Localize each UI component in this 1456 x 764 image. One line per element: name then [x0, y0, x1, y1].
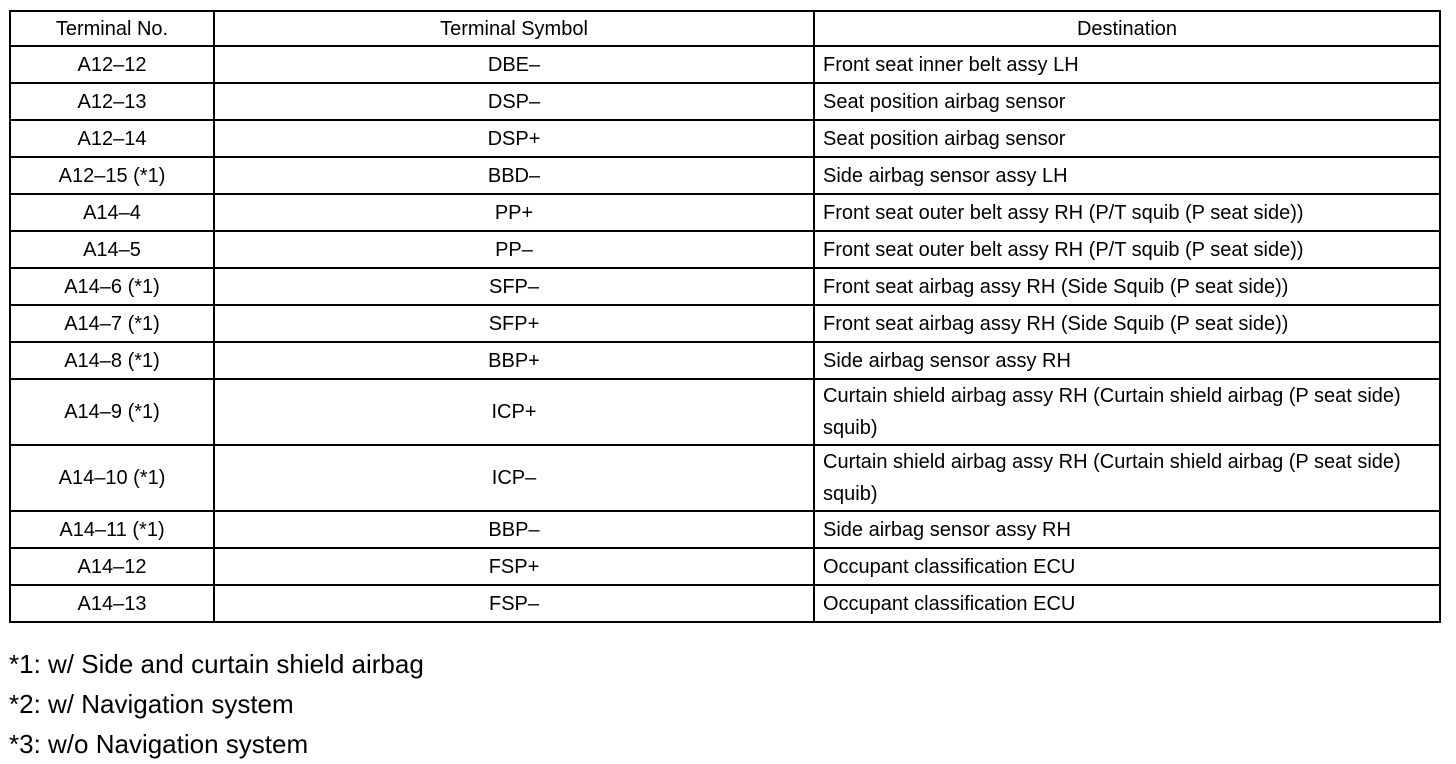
destination-cell: Front seat inner belt assy LH [814, 46, 1440, 83]
terminal-symbol-cell: BBP+ [214, 342, 814, 379]
terminal-symbol-cell: PP+ [214, 194, 814, 231]
table-row [10, 379, 1440, 445]
terminal-symbol-cell: SFP– [214, 268, 814, 305]
destination-cell: Front seat outer belt assy RH (P/T squib (P seat side)) [814, 194, 1440, 231]
terminal-symbol-cell: BBD– [214, 157, 814, 194]
table-row [10, 46, 1440, 83]
terminal-symbol-cell: FSP+ [214, 548, 814, 585]
terminal-no-cell: A12–13 [10, 83, 214, 120]
terminal-symbol-cell: PP– [214, 231, 814, 268]
destination-cell: Seat position airbag sensor [814, 120, 1440, 157]
table-row [10, 268, 1440, 305]
footnote-2: *2: w/ Navigation system [9, 689, 294, 719]
table-row [10, 342, 1440, 379]
footnote-3: *3: w/o Navigation system [9, 729, 309, 759]
header-destination: Destination [814, 11, 1440, 46]
destination-cell: Front seat outer belt assy RH (P/T squib (P seat side)) [814, 231, 1440, 268]
terminal-symbol-cell: DSP+ [214, 120, 814, 157]
table-row [10, 120, 1440, 157]
destination-cell: Side airbag sensor assy LH [814, 157, 1440, 194]
terminal-no-cell: A14–8 (*1) [10, 342, 214, 379]
terminal-no-cell: A14–7 (*1) [10, 305, 214, 342]
header-terminal-symbol: Terminal Symbol [214, 11, 814, 46]
footnotes [9, 644, 424, 764]
terminal-no-cell: A14–12 [10, 548, 214, 585]
terminal-symbol-cell: SFP+ [214, 305, 814, 342]
table-header-row [10, 11, 1440, 46]
terminal-symbol-cell: ICP– [214, 445, 814, 511]
destination-cell: Front seat airbag assy RH (Side Squib (P seat side)) [814, 305, 1440, 342]
terminal-symbol-cell: BBP– [214, 511, 814, 548]
destination-cell: Occupant classification ECU [814, 585, 1440, 622]
destination-cell: Side airbag sensor assy RH [814, 342, 1440, 379]
destination-cell: Curtain shield airbag assy RH (Curtain shield airbag (P seat side) squib) [814, 379, 1440, 445]
terminal-symbol-cell: ICP+ [214, 379, 814, 445]
header-terminal-no: Terminal No. [10, 11, 214, 46]
terminal-table [9, 10, 1441, 623]
terminal-no-cell: A14–4 [10, 194, 214, 231]
terminal-no-cell: A12–14 [10, 120, 214, 157]
terminal-no-cell: A12–12 [10, 46, 214, 83]
terminal-no-cell: A12–15 (*1) [10, 157, 214, 194]
table-row [10, 511, 1440, 548]
destination-cell: Occupant classification ECU [814, 548, 1440, 585]
terminal-symbol-cell: FSP– [214, 585, 814, 622]
terminal-no-cell: A14–10 (*1) [10, 445, 214, 511]
terminal-symbol-cell: DSP– [214, 83, 814, 120]
terminal-no-cell: A14–9 (*1) [10, 379, 214, 445]
destination-cell: Side airbag sensor assy RH [814, 511, 1440, 548]
table-row [10, 445, 1440, 511]
terminal-no-cell: A14–11 (*1) [10, 511, 214, 548]
terminal-no-cell: A14–5 [10, 231, 214, 268]
footnote-1: *1: w/ Side and curtain shield airbag [9, 649, 424, 679]
table-row [10, 194, 1440, 231]
destination-cell: Front seat airbag assy RH (Side Squib (P seat side)) [814, 268, 1440, 305]
table-row [10, 548, 1440, 585]
destination-cell: Seat position airbag sensor [814, 83, 1440, 120]
table-row [10, 585, 1440, 622]
table-row [10, 231, 1440, 268]
table-row [10, 83, 1440, 120]
terminal-no-cell: A14–6 (*1) [10, 268, 214, 305]
terminal-no-cell: A14–13 [10, 585, 214, 622]
destination-cell: Curtain shield airbag assy RH (Curtain shield airbag (P seat side) squib) [814, 445, 1440, 511]
table-row [10, 157, 1440, 194]
terminal-symbol-cell: DBE– [214, 46, 814, 83]
table-row [10, 305, 1440, 342]
